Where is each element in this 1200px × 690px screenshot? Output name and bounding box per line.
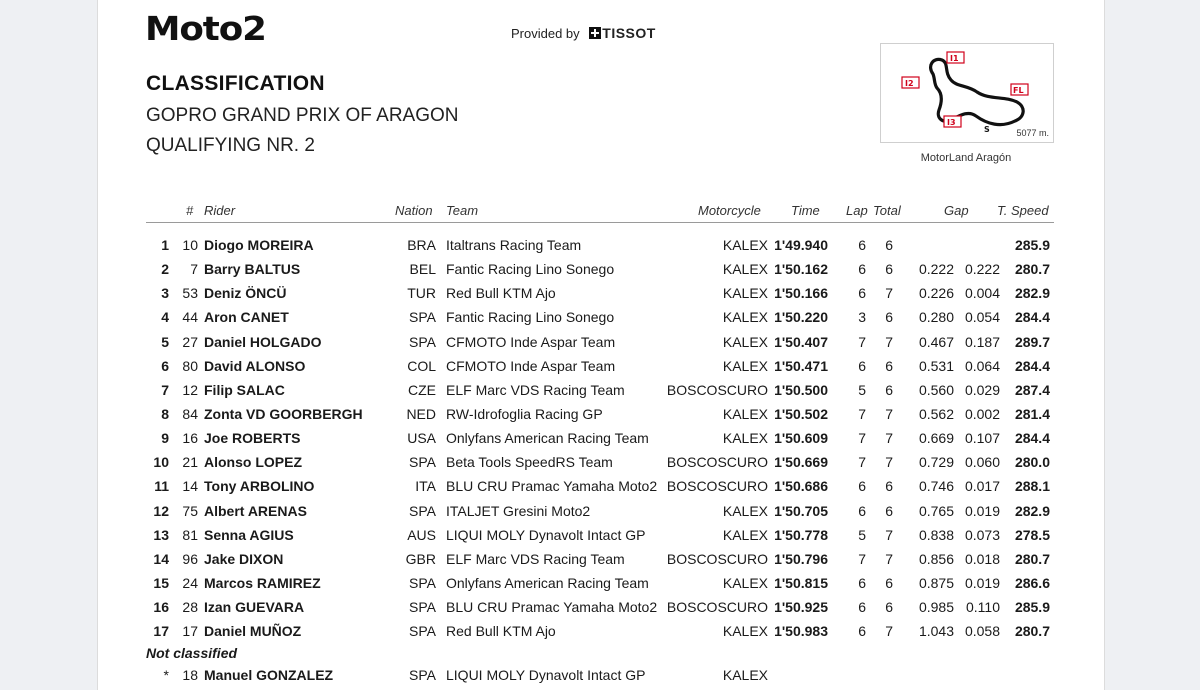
cell-speed: 281.4 — [1014, 405, 1050, 422]
cell-num: 21 — [182, 454, 198, 471]
cell-rider: Tony ARBOLINO — [204, 478, 315, 495]
cell-num: 96 — [182, 550, 198, 567]
cell-gap2: 0.017 — [964, 478, 1000, 495]
cell-time: 1'50.669 — [774, 454, 828, 471]
cell-total: 6 — [885, 478, 893, 495]
cell-rider: Alonso LOPEZ — [204, 454, 302, 471]
cell-moto: BOSCOSCURO — [666, 478, 768, 495]
cell-pos: 13 — [153, 526, 169, 543]
cell-total: 6 — [885, 574, 893, 591]
cell-num: 18 — [182, 667, 198, 684]
table-row — [146, 523, 1054, 547]
table-row — [146, 474, 1054, 498]
table-header — [146, 200, 1054, 223]
cell-time: 1'50.796 — [774, 550, 828, 567]
cell-speed: 280.0 — [1014, 454, 1050, 471]
cell-rider: Joe ROBERTS — [204, 430, 301, 447]
cell-team: Fantic Racing Lino Sonego — [446, 309, 615, 326]
cell-gap2: 0.110 — [966, 599, 1000, 616]
cell-mark: * — [163, 667, 169, 684]
cell-gap1: 0.765 — [918, 502, 954, 519]
cell-speed: 278.5 — [1014, 526, 1050, 543]
col-team: Team — [446, 203, 479, 218]
cell-gap1: 0.669 — [918, 430, 954, 447]
cell-total: 6 — [885, 309, 893, 326]
sponsor-logo: TISSOT — [589, 25, 656, 41]
table-row — [146, 330, 1054, 354]
cell-num: 81 — [182, 526, 198, 543]
cell-lap: 6 — [858, 261, 866, 278]
cell-num: 17 — [182, 623, 198, 640]
cell-team: ELF Marc VDS Racing Team — [446, 550, 625, 567]
cell-time: 1'50.815 — [774, 574, 828, 591]
cell-speed: 280.7 — [1014, 261, 1050, 278]
cell-rider: Marcos RAMIREZ — [204, 574, 321, 591]
cell-total: 7 — [885, 333, 893, 350]
cell-speed: 285.9 — [1014, 599, 1050, 616]
table-row — [146, 378, 1054, 402]
cell-pos: 5 — [161, 333, 169, 350]
cell-gap1: 0.562 — [918, 405, 954, 422]
cell-speed: 289.7 — [1014, 333, 1050, 350]
cell-speed: 286.6 — [1014, 574, 1050, 591]
cell-team: Onlyfans American Racing Team — [446, 574, 649, 591]
cell-lap: 7 — [858, 430, 866, 447]
cell-time: 1'50.705 — [774, 502, 828, 519]
cell-total: 6 — [885, 357, 893, 374]
cell-pos: 7 — [161, 381, 169, 398]
cell-time: 1'50.220 — [774, 309, 828, 326]
cell-pos: 17 — [153, 623, 169, 640]
cell-rider: Daniel MUÑOZ — [204, 623, 302, 640]
cell-gap2: 0.002 — [964, 405, 1000, 422]
cell-gap2: 0.073 — [964, 526, 1000, 543]
cell-lap: 5 — [858, 526, 866, 543]
cell-time: 1'50.502 — [774, 405, 828, 422]
cell-gap2: 0.107 — [964, 430, 1000, 447]
cell-team: Beta Tools SpeedRS Team — [446, 454, 613, 471]
cell-moto: KALEX — [722, 405, 768, 422]
cell-total: 7 — [885, 550, 893, 567]
cell-nation: SPA — [409, 309, 436, 326]
cell-speed: 285.9 — [1014, 237, 1050, 253]
cell-moto: KALEX — [722, 237, 768, 253]
cell-nation: BEL — [409, 261, 436, 278]
cell-rider: Deniz ÖNCÜ — [204, 285, 287, 302]
cell-team: BLU CRU Pramac Yamaha Moto2 — [446, 478, 658, 495]
cell-lap: 6 — [858, 574, 866, 591]
table-row — [146, 450, 1054, 474]
cell-pos: 6 — [161, 357, 169, 374]
cell-moto: KALEX — [722, 526, 768, 543]
cell-pos: 3 — [161, 285, 169, 302]
cell-moto: KALEX — [722, 502, 768, 519]
table-row — [146, 571, 1054, 595]
col-total: Total — [873, 203, 901, 218]
not-classified-row — [146, 663, 1054, 687]
cell-team: Onlyfans American Racing Team — [446, 430, 649, 447]
cell-pos: 14 — [153, 550, 169, 567]
cell-moto: BOSCOSCURO — [666, 550, 768, 567]
cell-moto: KALEX — [722, 261, 768, 278]
col-rider: Rider — [204, 203, 236, 218]
cell-num: 7 — [190, 261, 198, 278]
cell-speed: 288.1 — [1014, 478, 1050, 495]
marker-i1: I1 — [950, 54, 959, 63]
cell-total: 6 — [885, 599, 893, 616]
cell-nation: SPA — [409, 454, 436, 471]
cell-lap: 7 — [858, 405, 866, 422]
cell-lap: 6 — [858, 285, 866, 302]
cell-gap1: 0.560 — [918, 381, 954, 398]
cell-lap: 3 — [858, 309, 866, 326]
provided-by-label: Provided by — [511, 26, 580, 41]
cell-time: 1'50.609 — [774, 430, 828, 447]
cell-total: 7 — [885, 405, 893, 422]
page-title: CLASSIFICATION — [146, 72, 325, 95]
cell-time: 1'50.500 — [774, 381, 828, 398]
cell-nation: SPA — [409, 502, 436, 519]
classification-sheet — [97, 0, 1105, 690]
cell-rider: Barry BALTUS — [204, 261, 301, 278]
cell-speed: 280.7 — [1014, 623, 1050, 640]
cell-speed: 287.4 — [1014, 381, 1050, 398]
table-row — [146, 257, 1054, 281]
cell-time: 1'50.162 — [774, 261, 828, 278]
cell-gap1: 0.222 — [918, 261, 954, 278]
track-map — [880, 43, 1054, 143]
cell-total: 7 — [885, 454, 893, 471]
cell-nation: CZE — [408, 381, 436, 398]
cell-lap: 7 — [858, 454, 866, 471]
cell-team: CFMOTO Inde Aspar Team — [446, 333, 616, 350]
cell-pos: 16 — [153, 599, 169, 616]
cell-gap1: 0.729 — [918, 454, 954, 471]
cell-moto: KALEX — [722, 667, 768, 684]
col-motorcycle: Motorcycle — [698, 203, 761, 218]
cell-speed: 282.9 — [1014, 502, 1050, 519]
cell-total: 7 — [885, 285, 893, 302]
cell-moto: KALEX — [722, 285, 768, 302]
not-classified-label: Not classified — [146, 645, 238, 662]
cell-team: BLU CRU Pramac Yamaha Moto2 — [446, 599, 658, 616]
cell-total: 7 — [885, 430, 893, 447]
cell-pos: 12 — [153, 502, 169, 519]
cell-num: 84 — [182, 405, 198, 422]
cell-team: LIQUI MOLY Dynavolt Intact GP — [446, 526, 646, 543]
cell-nation: SPA — [409, 623, 436, 640]
col-gap: Gap — [944, 203, 969, 218]
cell-moto: KALEX — [722, 623, 768, 640]
cell-num: 10 — [182, 237, 198, 253]
cell-nation: SPA — [409, 333, 436, 350]
cell-moto: BOSCOSCURO — [666, 454, 768, 471]
table-row — [146, 619, 1054, 643]
col-time: Time — [791, 203, 820, 218]
cell-gap2: 0.019 — [964, 574, 1000, 591]
cell-num: 53 — [182, 285, 198, 302]
cell-moto: KALEX — [722, 333, 768, 350]
table-row — [146, 547, 1054, 571]
cell-pos: 4 — [161, 309, 169, 326]
cell-time: 1'50.778 — [774, 526, 828, 543]
cell-speed: 284.4 — [1014, 309, 1050, 326]
cell-time: 1'50.983 — [774, 623, 828, 640]
cell-total: 7 — [885, 526, 893, 543]
cell-num: 28 — [182, 599, 198, 616]
cell-lap: 6 — [858, 599, 866, 616]
cell-num: 80 — [182, 357, 198, 374]
cell-rider: Senna AGIUS — [204, 526, 294, 543]
cell-moto: KALEX — [722, 574, 768, 591]
cell-lap: 5 — [858, 381, 866, 398]
table-row — [146, 281, 1054, 305]
cell-rider: Manuel GONZALEZ — [204, 667, 334, 684]
cell-rider: Zonta VD GOORBERGH — [204, 405, 363, 422]
marker-start: S — [984, 125, 990, 134]
cell-lap: 7 — [858, 550, 866, 567]
table-row — [146, 595, 1054, 619]
cell-lap: 6 — [858, 357, 866, 374]
cell-gap2: 0.029 — [964, 381, 1000, 398]
cell-total: 6 — [885, 502, 893, 519]
cell-moto: BOSCOSCURO — [666, 381, 768, 398]
cell-rider: Filip SALAC — [204, 381, 285, 398]
cell-time: 1'50.166 — [774, 285, 828, 302]
cell-gap1: 0.280 — [918, 309, 954, 326]
col-top-speed: T. Speed — [997, 203, 1049, 218]
cell-rider: Albert ARENAS — [204, 502, 307, 519]
cell-nation: SPA — [409, 574, 436, 591]
cell-lap: 7 — [858, 333, 866, 350]
cell-gap1: 0.531 — [918, 357, 954, 374]
cell-rider: Izan GUEVARA — [204, 599, 305, 616]
cell-num: 27 — [182, 333, 198, 350]
table-row — [146, 305, 1054, 329]
cell-total: 7 — [885, 623, 893, 640]
cell-time: 1'50.925 — [774, 599, 828, 616]
cell-time: 1'50.471 — [774, 357, 828, 374]
cell-speed: 282.9 — [1014, 285, 1050, 302]
cell-rider: Jake DIXON — [204, 550, 284, 567]
cell-gap1: 0.226 — [918, 285, 954, 302]
cell-time: 1'49.940 — [774, 237, 828, 253]
table-row — [146, 402, 1054, 426]
cell-rider: Aron CANET — [204, 309, 289, 326]
cell-total: 6 — [885, 261, 893, 278]
cell-speed: 284.4 — [1014, 357, 1050, 374]
cell-num: 14 — [182, 478, 198, 495]
cell-nation: AUS — [407, 526, 436, 543]
marker-fl: FL — [1013, 86, 1024, 95]
table-row — [146, 354, 1054, 378]
cell-team: Red Bull KTM Ajo — [446, 285, 556, 302]
cell-nation: GBR — [405, 550, 436, 567]
cell-nation: ITA — [415, 478, 436, 495]
table-row — [146, 233, 1054, 257]
track-name: MotorLand Aragón — [920, 152, 1012, 164]
cell-pos: 8 — [161, 405, 169, 422]
cell-team: Red Bull KTM Ajo — [446, 623, 556, 640]
cell-num: 75 — [182, 502, 198, 519]
cell-pos: 2 — [161, 261, 169, 278]
cell-rider: Diogo MOREIRA — [204, 237, 314, 253]
marker-i2: I2 — [905, 79, 914, 88]
cell-nation: NED — [406, 405, 436, 422]
cell-nation: USA — [407, 430, 436, 447]
cell-gap2: 0.187 — [964, 333, 1000, 350]
tissot-cross-icon — [589, 27, 601, 39]
cell-pos: 1 — [161, 237, 169, 253]
cell-pos: 11 — [154, 478, 169, 495]
cell-moto: BOSCOSCURO — [666, 599, 768, 616]
cell-nation: TUR — [407, 285, 436, 302]
marker-i3: I3 — [947, 118, 956, 127]
cell-nation: COL — [407, 357, 436, 374]
cell-team: ITALJET Gresini Moto2 — [446, 502, 591, 519]
cell-pos: 15 — [153, 574, 169, 591]
cell-team: RW-Idrofoglia Racing GP — [446, 405, 603, 422]
cell-gap2: 0.064 — [964, 357, 1000, 374]
cell-gap2: 0.058 — [964, 623, 1000, 640]
col-number: # — [186, 203, 194, 218]
table-row — [146, 426, 1054, 450]
session-name: QUALIFYING NR. 2 — [146, 135, 315, 156]
cell-moto: KALEX — [722, 430, 768, 447]
cell-pos: 9 — [161, 430, 169, 447]
cell-moto: KALEX — [722, 309, 768, 326]
cell-gap2: 0.054 — [964, 309, 1000, 326]
cell-num: 12 — [182, 381, 198, 398]
cell-pos: 10 — [153, 454, 169, 471]
cell-gap1: 0.838 — [918, 526, 954, 543]
cell-gap2: 0.222 — [964, 261, 1000, 278]
cell-num: 44 — [182, 309, 198, 326]
cell-time: 1'50.686 — [774, 478, 828, 495]
cell-num: 24 — [182, 574, 198, 591]
cell-team: ELF Marc VDS Racing Team — [446, 381, 625, 398]
cell-lap: 6 — [858, 237, 866, 253]
col-lap: Lap — [846, 203, 868, 218]
cell-gap2: 0.004 — [964, 285, 1000, 302]
cell-gap1: 0.856 — [918, 550, 954, 567]
cell-team: CFMOTO Inde Aspar Team — [446, 357, 616, 374]
cell-total: 6 — [885, 237, 893, 253]
cell-team: Italtrans Racing Team — [446, 237, 582, 253]
cell-team: Fantic Racing Lino Sonego — [446, 261, 615, 278]
cell-nation: SPA — [409, 599, 436, 616]
cell-gap2: 0.018 — [964, 550, 1000, 567]
cell-nation: BRA — [407, 237, 436, 253]
cell-num: 16 — [182, 430, 198, 447]
cell-gap1: 0.875 — [918, 574, 954, 591]
cell-gap2: 0.060 — [964, 454, 1000, 471]
sponsor-line — [511, 25, 656, 41]
cell-speed: 284.4 — [1014, 430, 1050, 447]
cell-rider: Daniel HOLGADO — [204, 333, 322, 350]
cell-gap1: 1.043 — [918, 623, 954, 640]
cell-gap2: 0.019 — [964, 502, 1000, 519]
cell-lap: 6 — [858, 478, 866, 495]
cell-lap: 6 — [858, 623, 866, 640]
cell-speed: 280.7 — [1014, 550, 1050, 567]
event-name: GOPRO GRAND PRIX OF ARAGON — [146, 105, 459, 126]
cell-lap: 6 — [858, 502, 866, 519]
cell-gap1: 0.467 — [918, 333, 954, 350]
cell-gap1: 0.985 — [918, 599, 954, 616]
cell-time: 1'50.407 — [774, 333, 828, 350]
cell-team: LIQUI MOLY Dynavolt Intact GP — [446, 667, 646, 684]
table-row — [146, 499, 1054, 523]
classification-table — [146, 233, 1054, 688]
moto2-logo: Moto2 — [145, 9, 266, 48]
cell-nation: SPA — [409, 667, 436, 684]
col-nation: Nation — [395, 203, 433, 218]
cell-total: 6 — [885, 381, 893, 398]
track-length: 5077 m. — [1016, 128, 1049, 138]
cell-rider: David ALONSO — [204, 357, 306, 374]
cell-moto: KALEX — [722, 357, 768, 374]
cell-gap1: 0.746 — [918, 478, 954, 495]
